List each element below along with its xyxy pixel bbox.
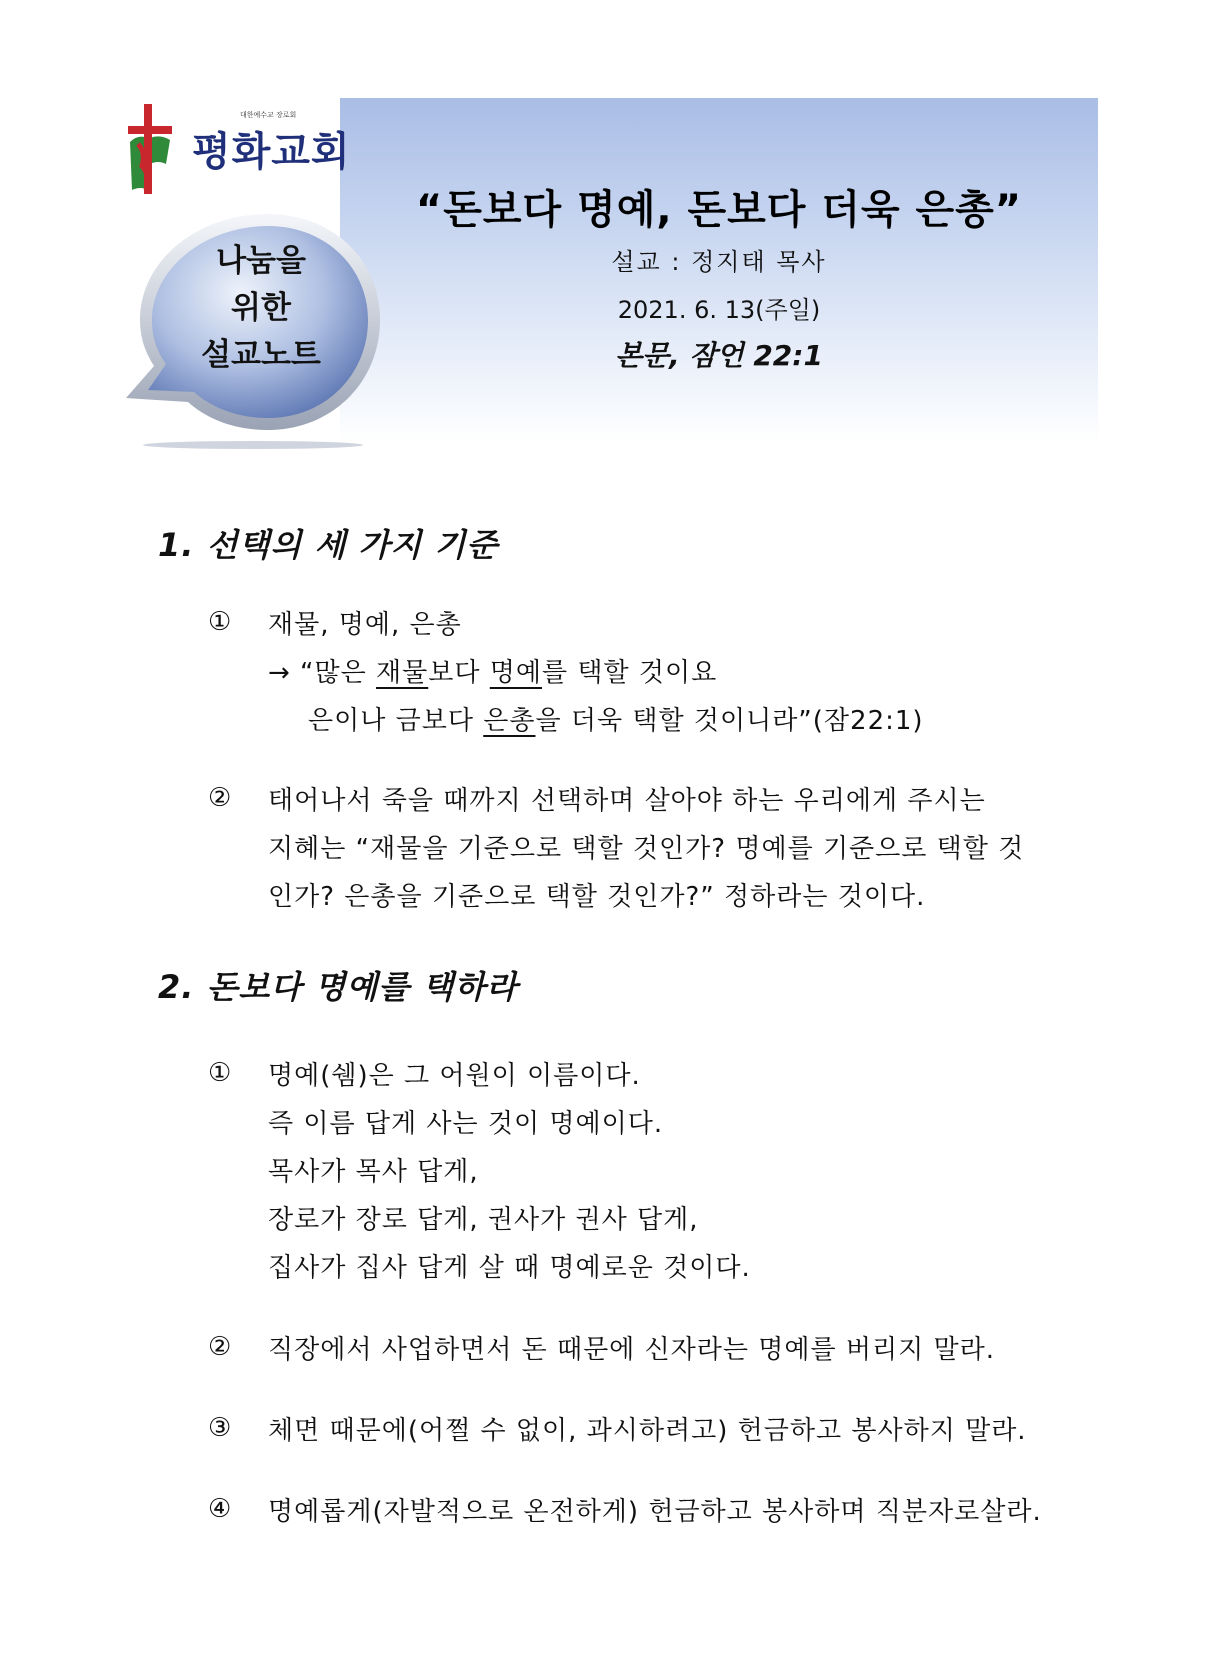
- s2-item3-marker: ③: [208, 1413, 232, 1443]
- bubble-line-3: 설교노트: [201, 337, 321, 373]
- quote-part: 은이나 금보다: [308, 706, 484, 736]
- quote-part: 을 더욱 택할 것이니라”(잠22:1): [535, 706, 924, 736]
- s1-item1-quote-line2: [308, 700, 924, 737]
- s1-item2-line: 지혜는 “재물을 기준으로 택할 것인가? 명예를 기준으로 택할 것: [268, 834, 1025, 864]
- s2-item1-line: 장로가 장로 답게, 권사가 권사 답게,: [268, 1205, 699, 1235]
- s1-item2-marker: ②: [208, 783, 232, 813]
- quote-keyword-wealth: 재물: [376, 658, 429, 688]
- section-1-heading: 1. 선택의 세 가지 기준: [158, 526, 499, 564]
- sermon-title: “돈보다 명예, 돈보다 더욱 은총”: [415, 187, 1023, 233]
- preacher: 설교 : 정지태 목사: [611, 248, 827, 276]
- church-denomination: 대한예수교 장로회: [240, 111, 297, 119]
- scripture-reference: 본문, 잠언 22:1: [615, 339, 823, 372]
- s1-item1-line1: 재물, 명예, 은총: [268, 610, 462, 640]
- quote-keyword-grace: 은총: [483, 706, 536, 736]
- quote-part: 보다: [428, 658, 490, 688]
- s1-item1-marker: ①: [208, 607, 232, 637]
- s2-item3-text: 체면 때문에(어쩔 수 없이, 과시하려고) 헌금하고 봉사하지 말라.: [268, 1416, 1027, 1446]
- quote-part: 를 택할 것이요: [542, 658, 718, 688]
- s2-item1-line: 목사가 목사 답게,: [268, 1157, 479, 1187]
- quote-keyword-honor: 명예: [489, 658, 542, 688]
- section-2-heading: 2. 돈보다 명예를 택하라: [158, 968, 519, 1006]
- s2-item1-line: 즉 이름 답게 사는 것이 명예이다.: [268, 1109, 664, 1139]
- sermon-date: 2021. 6. 13(주일): [617, 296, 821, 324]
- s2-item4-text: 명예롭게(자발적으로 온전하게) 헌금하고 봉사하며 직분자로살라.: [268, 1497, 1042, 1527]
- bubble-text: [156, 238, 366, 379]
- church-name: 평화교회: [192, 129, 351, 175]
- quote-part: → “많은: [268, 658, 377, 688]
- s1-item2-line: 태어나서 죽을 때까지 선택하며 살아야 하는 우리에게 주시는: [268, 786, 986, 816]
- s2-item1-line: 명예(쉠)은 그 어원이 이름이다.: [268, 1061, 641, 1091]
- bubble-line-2: 위한: [231, 290, 291, 326]
- s2-item1-marker: ①: [208, 1058, 232, 1088]
- bubble-line-1: 나눔을: [216, 243, 306, 279]
- s2-item1-line: 집사가 집사 답게 살 때 명예로운 것이다.: [268, 1253, 751, 1283]
- s2-item4-marker: ④: [208, 1494, 232, 1524]
- s1-item1-quote-line1: [268, 652, 717, 689]
- s2-item2-marker: ②: [208, 1332, 232, 1362]
- s2-item2-text: 직장에서 사업하면서 돈 때문에 신자라는 명예를 버리지 말라.: [268, 1335, 996, 1365]
- s1-item2-line: 인가? 은총을 기준으로 택할 것인가?” 정하라는 것이다.: [268, 882, 926, 912]
